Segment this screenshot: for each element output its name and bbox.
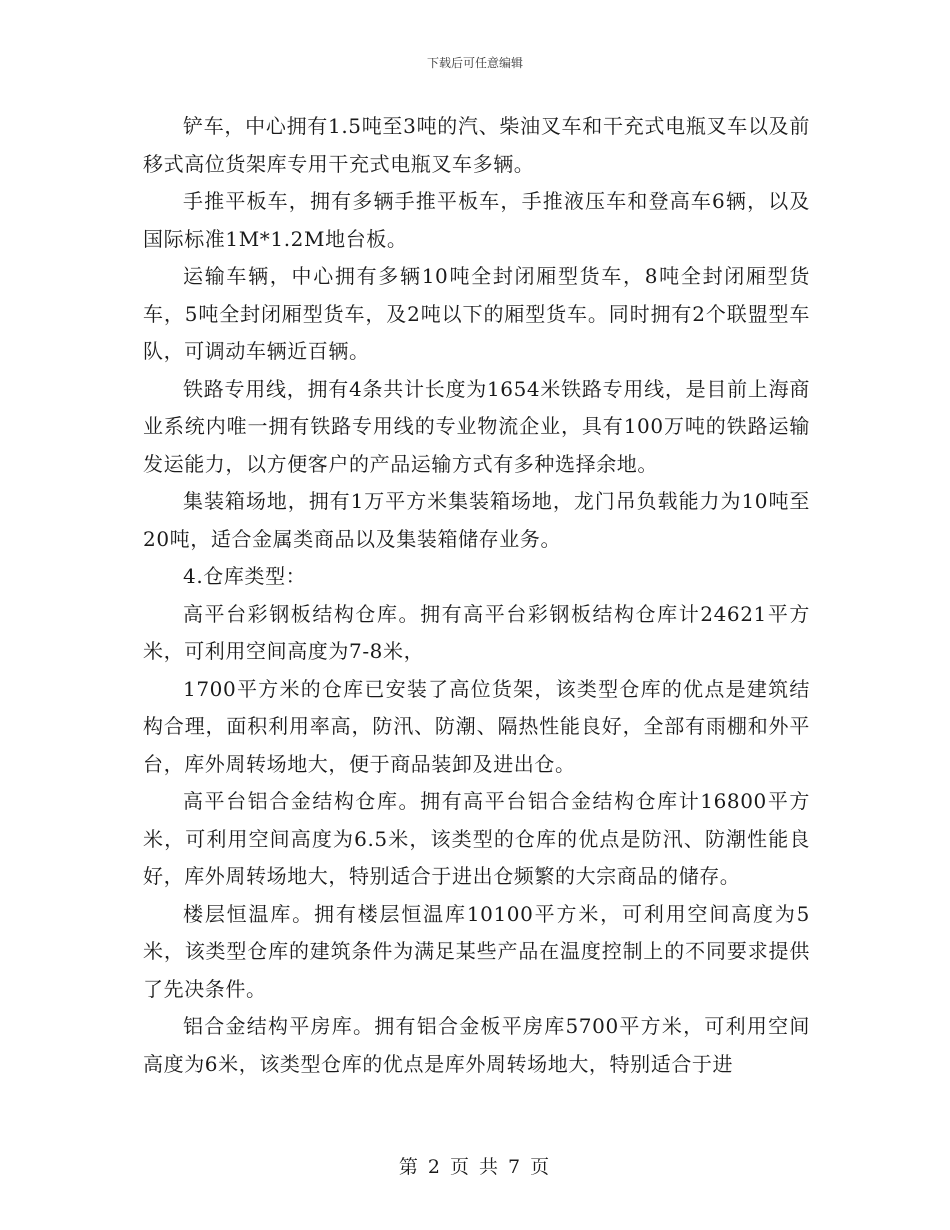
paragraph-container-yard: 集装箱场地，拥有1万平方米集装箱场地，龙门吊负载能力为10吨至20吨，适合金属类商品以及集装箱储存业务。 (143, 489, 810, 551)
paragraph-high-rack-warehouse: 1700平方米的仓库已安装了高位货架，该类型仓库的优点是建筑结构合理，面积利用率高，防汛、防潮、隔热性能良好，全部有雨棚和外平台，库外周转场地大，便于商品装卸及进出仓。 (143, 676, 810, 776)
document-body (143, 108, 810, 1083)
paragraph-aluminum-warehouse: 高平台铝合金结构仓库。拥有高平台铝合金结构仓库计16800平方米，可利用空间高度为6.5米，该类型的仓库的优点是防汛、防潮性能良好，库外周转场地大，特别适合于进出仓频繁的大宗商品的储存。 (143, 789, 810, 888)
page-header: 下载后可任意编辑 (426, 56, 523, 70)
section-heading-warehouse-types: 4.仓库类型： (183, 564, 307, 588)
paragraph-hand-carts: 手推平板车，拥有多辆手推平板车，手推液压车和登高车6辆，以及国际标准1M*1.2M地台板。 (143, 189, 810, 251)
paragraph-transport-vehicles: 运输车辆，中心拥有多辆10吨全封闭厢型货车，8吨全封闭厢型货车，5吨全封闭厢型货车，及2吨以下的厢型货车。同时拥有2个联盟型车队，可调动车辆近百辆。 (143, 264, 810, 363)
paragraph-aluminum-bungalow-warehouse: 铝合金结构平房库。拥有铝合金板平房库5700平方米，可利用空间高度为6米，该类型仓库的优点是库外周转场地大，特别适合于进 (143, 1014, 810, 1076)
page-number: 第 2 页 共 7 页 (398, 1156, 552, 1178)
paragraph-railway-line: 铁路专用线，拥有4条共计长度为1654米铁路专用线，是目前上海商业系统内唯一拥有铁路专用线的专业物流企业，具有100万吨的铁路运输发运能力，以方便客户的产品运输方式有多种选择余地。 (143, 376, 810, 476)
paragraph-color-steel-warehouse: 高平台彩钢板结构仓库。拥有高平台彩钢板结构仓库计24621平方米，可利用空间高度为7-8米， (143, 601, 810, 663)
paragraph-forklifts: 铲车，中心拥有1.5吨至3吨的汽、柴油叉车和干充式电瓶叉车以及前移式高位货架库专用干充式电瓶叉车多辆。 (143, 114, 810, 176)
paragraph-constant-temp-warehouse: 楼层恒温库。拥有楼层恒温库10100平方米，可利用空间高度为5米，该类型仓库的建筑条件为满足某些产品在温度控制上的不同要求提供了先决条件。 (143, 901, 810, 1001)
